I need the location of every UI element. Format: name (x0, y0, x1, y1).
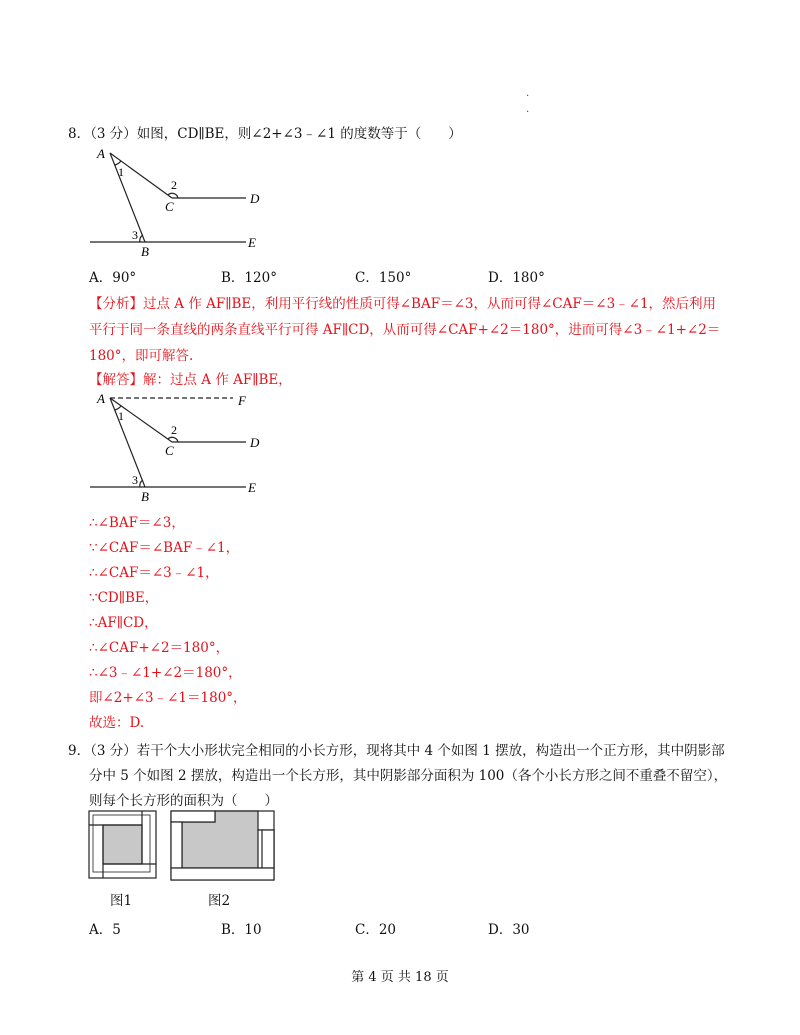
q9-option-d: D．30 (488, 922, 530, 938)
q9-points: （3 分） (90, 743, 137, 759)
label-3: 3 (132, 228, 138, 242)
solution-step: ∴∠CAF＝∠3﹣∠1， (89, 565, 219, 581)
answer-tag: 【解答】 (89, 372, 143, 388)
label-d: D (250, 435, 260, 450)
label-b: B (141, 244, 149, 259)
q8-text: 如图，CD∥BE，则∠2+∠3﹣∠1 的度数等于（ ） (136, 126, 462, 142)
q9-line-1 (68, 739, 725, 759)
q9-option-b: B．10 (221, 922, 262, 938)
label-3: 3 (132, 473, 138, 487)
q9-text-1: 若干个大小形状完全相同的小长方形，现将其中 4 个如图 1 摆放，构造出一个正方形，其中阴影部 (136, 743, 725, 759)
label-f: F (238, 393, 246, 408)
solution-step: ∴∠CAF+∠2＝180°， (89, 640, 230, 656)
q9-line-2: 分中 5 个如图 2 摆放，构造出一个长方形，其中阴影部分面积为 100（各个小长方形之间不重叠不留空）， (89, 768, 728, 784)
label-2: 2 (171, 178, 177, 192)
stray-dot: . (526, 104, 530, 115)
label-b: B (141, 489, 149, 504)
answer-intro: 解：过点 A 作 AF∥BE， (143, 372, 292, 388)
analysis-tag: 【分析】 (89, 296, 143, 312)
analysis-line-2: 平行于同一条直线的两条直线平行可得 AF∥CD，从而可得∠CAF+∠2＝180°，进而可得∠3﹣∠1+∠2＝ (89, 322, 721, 338)
q9-fig2-caption: 图2 (208, 893, 231, 909)
solution-step: ∵CD∥BE， (89, 590, 159, 606)
q8-option-c: C．150° (355, 270, 412, 286)
label-c: C (165, 443, 174, 458)
label-e: E (248, 480, 256, 495)
q8-option-a: A．90° (89, 270, 137, 286)
q9-figure-1 (88, 810, 158, 880)
stray-dot: . (526, 88, 530, 99)
answer-intro-line (89, 368, 292, 388)
q9-option-a: A．5 (89, 922, 121, 938)
label-a: A (97, 146, 105, 161)
q9-line-3: 则每个长方形的面积为（ ） (89, 793, 278, 809)
analysis-line-1 (89, 292, 716, 312)
label-e: E (248, 235, 256, 250)
label-d: D (250, 191, 260, 206)
solution-step: 故选：D. (89, 715, 145, 731)
q8-number: 8． (68, 126, 91, 142)
label-1: 1 (118, 409, 124, 423)
label-c: C (165, 199, 174, 214)
q8-option-d: D．180° (488, 270, 545, 286)
q9-option-c: C．20 (355, 922, 397, 938)
analysis-line-3: 180°，即可解答. (89, 348, 194, 364)
solution-step: ∴∠BAF＝∠3， (89, 515, 185, 531)
q9-fig1-caption: 图1 (110, 893, 133, 909)
q8-points: （3 分） (90, 126, 137, 142)
q9-figure-2 (170, 810, 276, 882)
solution-step: ∵∠CAF＝∠BAF﹣∠1， (89, 540, 240, 556)
solution-step: 即∠2+∠3﹣∠1＝180°， (89, 690, 247, 706)
q8-stem (68, 122, 462, 142)
label-a: A (97, 391, 105, 406)
q8-figure (88, 144, 278, 262)
page-footer: 第 4 页 共 18 页 (351, 970, 449, 985)
solution-step: ∴AF∥CD， (89, 615, 158, 631)
q9-number: 9． (68, 743, 91, 759)
analysis-text-1: 过点 A 作 AF∥BE，利用平行线的性质可得∠BAF＝∠3，从而可得∠CAF＝∠3﹣∠1，然后利用 (143, 296, 717, 312)
q8-option-b: B．120° (221, 270, 277, 286)
label-1: 1 (118, 165, 124, 179)
label-2: 2 (171, 423, 177, 437)
solution-step: ∴∠3﹣∠1+∠2＝180°， (89, 665, 242, 681)
q8-solution-figure (88, 390, 278, 506)
